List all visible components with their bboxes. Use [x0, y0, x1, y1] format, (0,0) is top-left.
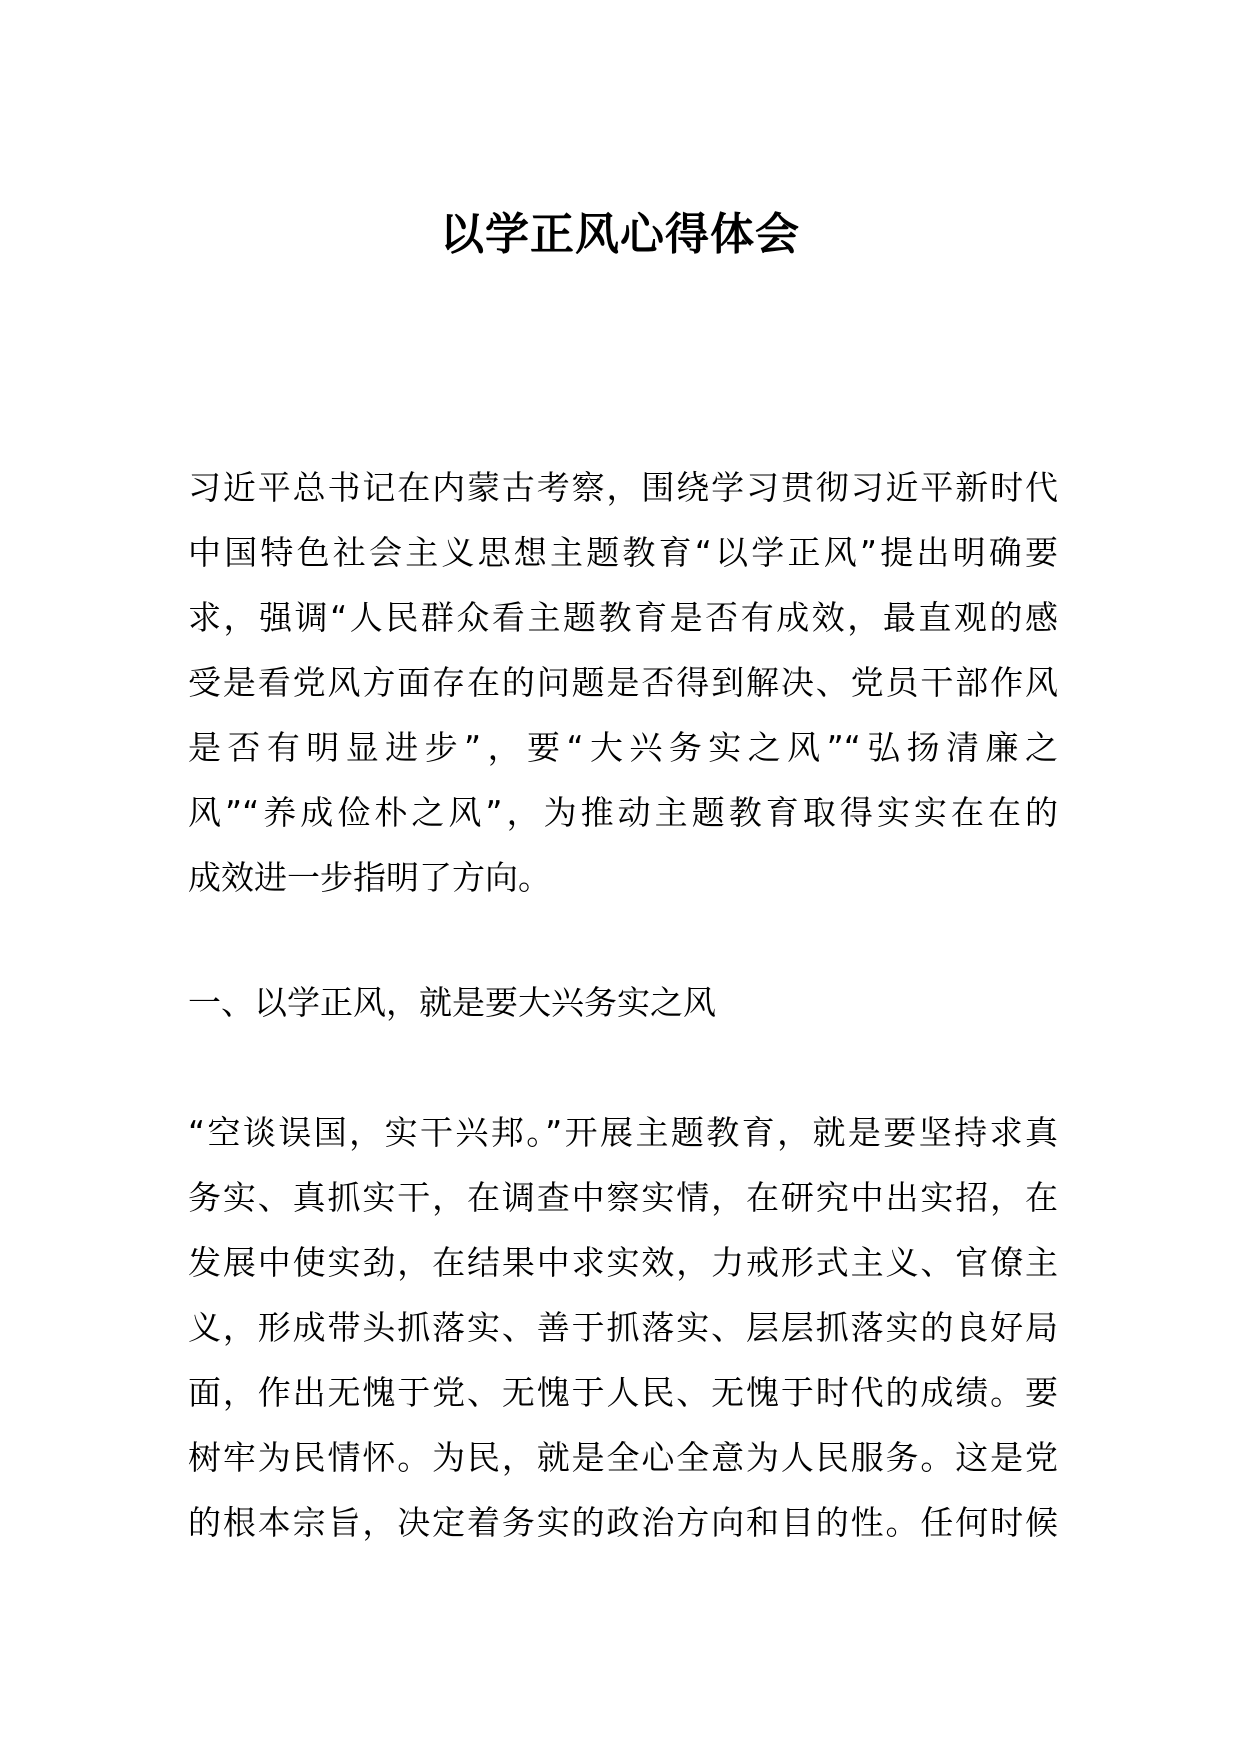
paragraph-line: 风”“养成俭朴之风”，为推动主题教育取得实实在在的 — [188, 793, 1058, 832]
paragraph-line: 面，作出无愧于党、无愧于人民、无愧于时代的成绩。要 — [188, 1373, 1058, 1412]
paragraph-line: 中国特色社会主义思想主题教育“以学正风”提出明确要 — [188, 533, 1058, 572]
paragraph-line: 习近平总书记在内蒙古考察，围绕学习贯彻习近平新时代 — [188, 468, 1058, 507]
paragraph-line: 的根本宗旨，决定着务实的政治方向和目的性。任何时候 — [188, 1503, 1058, 1542]
section-heading-text: 一、以学正风，就是要大兴务实之风 — [188, 983, 716, 1022]
paragraph-line: 求，强调“人民群众看主题教育是否有成效，最直观的感 — [188, 598, 1058, 637]
paragraph-intro — [188, 455, 1058, 910]
document-title: 以学正风心得体会 — [440, 209, 800, 260]
paragraph-section-1 — [188, 1100, 1058, 1555]
paragraph-line: 发展中使实劲，在结果中求实效，力戒形式主义、官僚主 — [188, 1243, 1058, 1282]
paragraph-line: 树牢为民情怀。为民，就是全心全意为人民服务。这是党 — [188, 1438, 1058, 1477]
paragraph-line: 成效进一步指明了方向。 — [188, 858, 551, 897]
paragraph-line: “空谈误国，实干兴邦。”开展主题教育，就是要坚持求真 — [188, 1113, 1058, 1152]
paragraph-line: 受是看党风方面存在的问题是否得到解决、党员干部作风 — [188, 663, 1058, 702]
section-heading — [188, 970, 1058, 1035]
paragraph-line: 义，形成带头抓落实、善于抓落实、层层抓落实的良好局 — [188, 1308, 1058, 1347]
paragraph-line: 是否有明显进步”，要“大兴务实之风”“弘扬清廉之 — [188, 728, 1058, 767]
paragraph-line: 务实、真抓实干，在调查中察实情，在研究中出实招，在 — [188, 1178, 1058, 1217]
